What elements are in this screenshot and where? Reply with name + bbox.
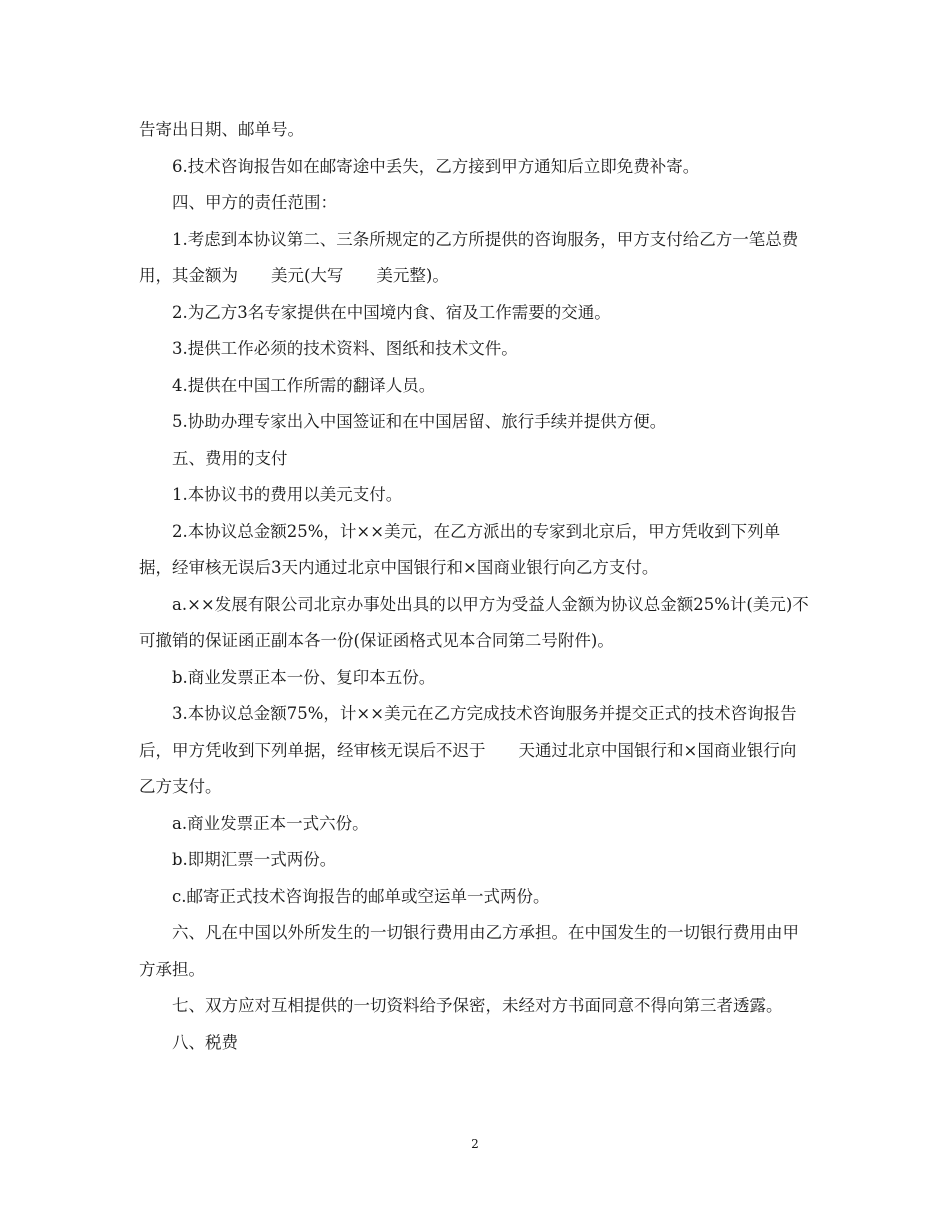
paragraph-continuation: 告寄出日期、邮单号。 bbox=[139, 120, 304, 139]
paragraph-clause-4-1: 1.考虑到本协议第二、三条所规定的乙方所提供的咨询服务，甲方支付给乙方一笔总费用，其金额为 美元(大写 美元整)。 bbox=[139, 229, 799, 285]
paragraph-clause-5-2-b: b.商业发票正本一份、复印本五份。 bbox=[172, 667, 436, 687]
paragraph-clause-4-4: 4.提供在中国工作所需的翻译人员。 bbox=[172, 375, 436, 395]
paragraph-clause-5-2-a: a.××发展有限公司北京办事处出具的以甲方为受益人金额为协议总金额25%计(美元)不可撤销的保证函正副本各一份(保证函格式见本合同第二号附件)。 bbox=[139, 594, 809, 650]
section-heading-8: 八、税费 bbox=[172, 1032, 238, 1052]
page-number: 2 bbox=[471, 1137, 479, 1151]
paragraph-clause-5-1: 1.本协议书的费用以美元支付。 bbox=[172, 485, 403, 504]
paragraph-clause-4-2: 2.为乙方3名专家提供在中国境内食、宿及工作需要的交通。 bbox=[172, 302, 611, 322]
paragraph-clause-5-3: 3.本协议总金额75%，计××美元在乙方完成技术咨询服务并提交正式的技术咨询报告后，甲方凭收到下列单据，经审核无误后不迟于 天通过北京中国银行和×国商业银行向乙方支付。 bbox=[139, 704, 797, 796]
paragraph-clause-4-3: 3.提供工作必须的技术资料、图纸和技术文件。 bbox=[172, 339, 518, 358]
document-body bbox=[139, 112, 811, 1061]
paragraph-clause-3-6: 6.技术咨询报告如在邮寄途中丢失，乙方接到甲方通知后立即免费补寄。 bbox=[172, 156, 700, 176]
paragraph-clause-5-3-b: b.即期汇票一式两份。 bbox=[172, 850, 337, 869]
section-heading-5: 五、费用的支付 bbox=[172, 448, 288, 468]
section-heading-4: 四、甲方的责任范围： bbox=[172, 193, 337, 212]
section-paragraph-6: 六、凡在中国以外所发生的一切银行费用由乙方承担。在中国发生的一切银行费用由甲方承担。 bbox=[139, 923, 799, 979]
section-paragraph-7: 七、双方应对互相提供的一切资料给予保密，未经对方书面同意不得向第三者透露。 bbox=[172, 996, 783, 1015]
paragraph-clause-5-3-a: a.商业发票正本一式六份。 bbox=[172, 813, 369, 833]
paragraph-clause-5-3-c: c.邮寄正式技术咨询报告的邮单或空运单一式两份。 bbox=[172, 886, 550, 906]
paragraph-clause-5-2: 2.本协议总金额25%，计××美元，在乙方派出的专家到北京后，甲方凭收到下列单据，经审核无误后3天内通过北京中国银行和×国商业银行向乙方支付。 bbox=[139, 521, 781, 577]
paragraph-clause-4-5: 5.协助办理专家出入中国签证和在中国居留、旅行手续并提供方便。 bbox=[172, 412, 667, 431]
